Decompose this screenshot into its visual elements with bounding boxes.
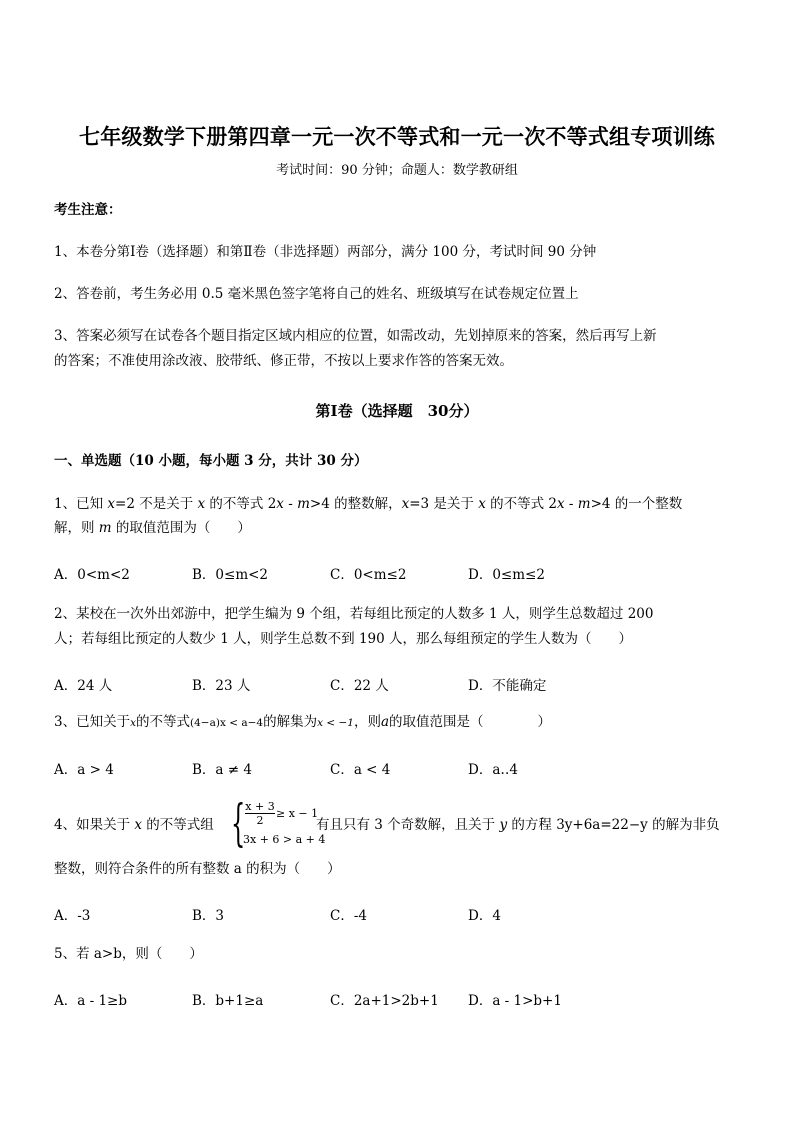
option-c: C．2a+1>2b+1 [330, 993, 439, 1009]
question-5-line-1: 5、若 a>b，则（ ） [54, 946, 203, 962]
question-2-line-2: 人；若每组比预定的人数少 1 人，则学生总数不到 190 人，那么每组预定的学生人数为（ ） [54, 631, 633, 647]
fraction [245, 800, 275, 827]
option-a: A．24 人 [54, 678, 113, 694]
question-1-line-2: 解，则 m 的取值范围为（ ） [54, 520, 251, 536]
option-b: B．b+1≥a [192, 993, 264, 1009]
option-a: A．0<m<2 [54, 567, 130, 583]
question-4-line-1-right: 有且只有 3 个奇数解，且关于 y 的方程 3y+6a=22−y 的解为非负 [316, 817, 720, 833]
inequality-system [231, 794, 326, 852]
option-b: B．a ≠ 4 [192, 762, 252, 778]
option-d: D．a‥4 [468, 762, 518, 778]
left-brace: { [231, 794, 246, 852]
option-a: A．a > 4 [54, 762, 114, 778]
section-title: 第Ⅰ卷（选择题 30分） [315, 402, 479, 420]
exam-title: 七年级数学下册第四章一元一次不等式和一元一次不等式组专项训练 [79, 124, 715, 149]
inequality-expression: (4−a)x < a−4 [190, 717, 264, 729]
option-d: D．4 [468, 908, 501, 924]
question-4-line-2: 整数，则符合条件的所有整数 a 的积为（ ） [54, 861, 341, 877]
part-heading: 一、单选题（10 小题，每小题 3 分，共计 30 分） [54, 453, 368, 469]
notice-heading: 考生注意： [54, 202, 122, 218]
question-1-line-1: 1、已知 x=2 不是关于 x 的不等式 2x - m>4 的整数解，x=3 是关于 x 的不等式 2x - m>4 的一个整数 [54, 496, 683, 512]
option-c: C．-4 [330, 908, 367, 924]
option-b: B．0≤m<2 [192, 567, 269, 583]
notice-item-3-line-2: 的答案；不准使用涂改液、胶带纸、修正带，不按以上要求作答的答案无效。 [54, 353, 513, 369]
notice-item-2: 2、答卷前，考生务必用 0.5 毫米黑色签字笔将自己的姓名、班级填写在试卷规定位置上 [54, 286, 579, 302]
notice-item-1: 1、本卷分第Ⅰ卷（选择题）和第Ⅱ卷（非选择题）两部分，满分 100 分，考试时间 90 分钟 [54, 244, 597, 260]
exam-subtitle: 考试时间：90 分钟；命题人：数学教研组 [276, 163, 518, 178]
option-a: A．a - 1≥b [54, 993, 127, 1009]
option-a: A．-3 [54, 908, 91, 924]
option-d: D．不能确定 [468, 678, 547, 694]
inequality-1-rhs: ≥ x − 1 [276, 807, 319, 820]
question-4-line-1-left: 4、如果关于 x 的不等式组 [54, 817, 214, 833]
option-d: D．a - 1>b+1 [468, 993, 562, 1009]
question-2-line-1: 2、某校在一次外出郊游中，把学生编为 9 个组，若每组比预定的人数多 1 人，则学生总数超过 200 [54, 606, 654, 622]
option-d: D．0≤m≤2 [468, 567, 545, 583]
fraction-denominator: 2 [256, 814, 264, 827]
inequality-2: 3x + 6 > a + 4 [243, 833, 326, 846]
fraction-numerator: x + 3 [245, 800, 275, 813]
question-3-line-1: 3、已知关于x的不等式(4−a)x < a−4的解集为x < −1，则a的取值范围是（ ） [54, 714, 552, 730]
notice-item-3-line-1: 3、答案必须写在试卷各个题目指定区域内相应的位置，如需改动，先划掉原来的答案，然后再写上新 [54, 328, 657, 344]
option-c: C．0<m≤2 [330, 567, 407, 583]
option-c: C．22 人 [330, 678, 389, 694]
option-b: B．3 [192, 908, 225, 924]
solution-set: x < −1 [317, 717, 354, 729]
option-c: C．a < 4 [330, 762, 391, 778]
option-b: B．23 人 [192, 678, 251, 694]
